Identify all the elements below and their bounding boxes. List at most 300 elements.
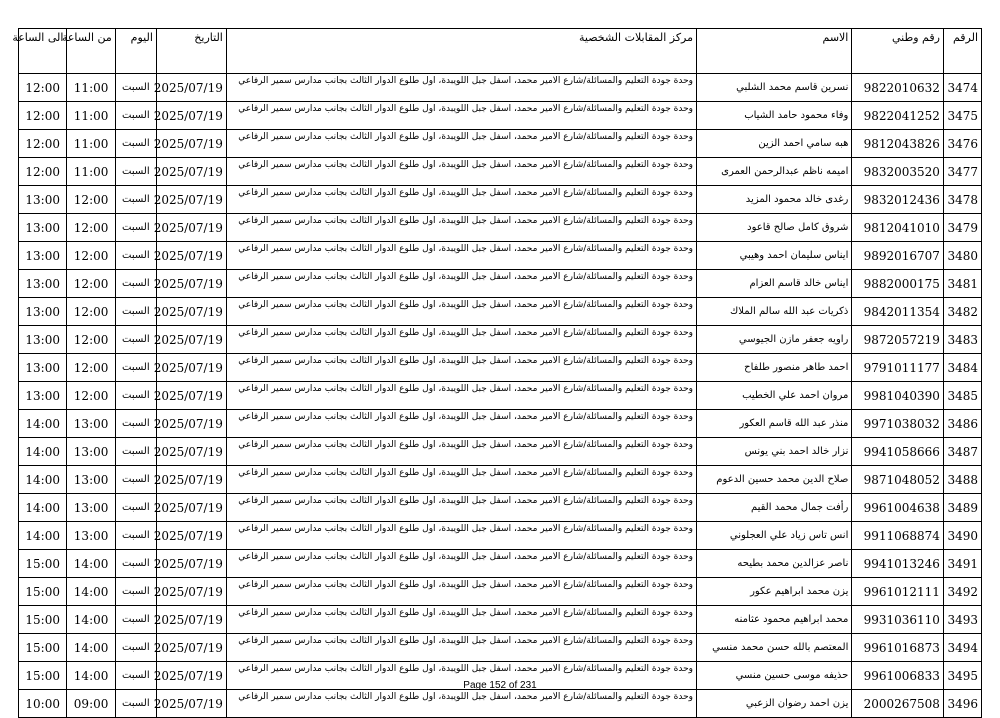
cell-national-id (852, 158, 944, 186)
cell-date (153, 382, 226, 410)
cell-national-id (852, 382, 944, 410)
cell-number (943, 102, 981, 130)
cell-number-text: 3493 (947, 612, 978, 627)
cell-date (153, 298, 226, 326)
cell-national-id-text: 9822010632 (863, 80, 940, 95)
cell-day: السبت (115, 690, 156, 718)
cell-national-id-text: 9931036110 (863, 612, 940, 627)
cell-to-time (19, 550, 67, 578)
cell-date-text: 2025/07/19 (153, 108, 223, 123)
cell-day: السبت (115, 74, 156, 102)
cell-from-time-text: 11:00 (73, 164, 109, 179)
table-row (19, 382, 982, 410)
cell-day: السبت (115, 214, 156, 242)
cell-number (943, 242, 981, 270)
cell-to-time-text: 14:00 (25, 500, 60, 515)
cell-national-id-text: 9822041252 (863, 108, 940, 123)
cell-national-id (852, 522, 944, 550)
cell-number (943, 466, 981, 494)
cell-national-id (852, 186, 944, 214)
cell-from-time-text: 12:00 (73, 388, 109, 403)
cell-date-text: 2025/07/19 (153, 696, 223, 711)
cell-date-text: 2025/07/19 (153, 584, 223, 599)
cell-center: وحدة جودة التعليم والمسائلة/شارع الامير محمد، اسفل جبل اللويبدة، اول طلوع الدوار الثالث بجانب مدارس سمير الرفاعي (226, 662, 696, 690)
cell-day: السبت (115, 578, 156, 606)
header-from-time: من الساعة (67, 29, 115, 74)
cell-number (943, 270, 981, 298)
cell-name: رغدى خالد محمود المزيد (697, 186, 852, 214)
table-row (19, 634, 982, 662)
cell-center: وحدة جودة التعليم والمسائلة/شارع الامير محمد، اسفل جبل اللويبدة، اول طلوع الدوار الثالث بجانب مدارس سمير الرفاعي (226, 298, 696, 326)
cell-from-time (67, 158, 115, 186)
cell-to-time-text: 15:00 (25, 612, 60, 627)
cell-from-time (67, 578, 115, 606)
cell-national-id (852, 466, 944, 494)
cell-number-text: 3483 (947, 332, 978, 347)
cell-number-text: 3481 (947, 276, 978, 291)
cell-center: وحدة جودة التعليم والمسائلة/شارع الامير محمد، اسفل جبل اللويبدة، اول طلوع الدوار الثالث بجانب مدارس سمير الرفاعي (226, 130, 696, 158)
table-row (19, 354, 982, 382)
cell-number-text: 3487 (947, 444, 978, 459)
table-row (19, 690, 982, 718)
cell-date-text: 2025/07/19 (153, 500, 223, 515)
cell-national-id (852, 578, 944, 606)
cell-national-id (852, 102, 944, 130)
cell-name: رأفت جمال محمد القيم (697, 494, 852, 522)
cell-center: وحدة جودة التعليم والمسائلة/شارع الامير محمد، اسفل جبل اللويبدة، اول طلوع الدوار الثالث بجانب مدارس سمير الرفاعي (226, 270, 696, 298)
table-row (19, 74, 982, 102)
cell-date-text: 2025/07/19 (153, 388, 223, 403)
cell-number (943, 438, 981, 466)
cell-number-text: 3475 (947, 108, 978, 123)
cell-national-id (852, 242, 944, 270)
cell-center: وحدة جودة التعليم والمسائلة/شارع الامير محمد، اسفل جبل اللويبدة، اول طلوع الدوار الثالث بجانب مدارس سمير الرفاعي (226, 606, 696, 634)
cell-to-time-text: 14:00 (25, 528, 60, 543)
cell-number (943, 158, 981, 186)
cell-date (153, 634, 226, 662)
cell-from-time-text: 12:00 (73, 248, 109, 263)
cell-number-text: 3484 (947, 360, 978, 375)
cell-day: السبت (115, 606, 156, 634)
cell-date-text: 2025/07/19 (153, 276, 223, 291)
cell-national-id (852, 606, 944, 634)
cell-number-text: 3479 (947, 220, 978, 235)
cell-number-text: 3490 (947, 528, 978, 543)
cell-number-text: 3491 (947, 556, 978, 571)
cell-center: وحدة جودة التعليم والمسائلة/شارع الامير محمد، اسفل جبل اللويبدة، اول طلوع الدوار الثالث بجانب مدارس سمير الرفاعي (226, 102, 696, 130)
cell-center: وحدة جودة التعليم والمسائلة/شارع الامير محمد، اسفل جبل اللويبدة، اول طلوع الدوار الثالث بجانب مدارس سمير الرفاعي (226, 382, 696, 410)
cell-to-time (19, 578, 67, 606)
cell-from-time (67, 326, 115, 354)
cell-date (153, 690, 226, 718)
cell-date (153, 410, 226, 438)
cell-date (153, 466, 226, 494)
cell-national-id (852, 634, 944, 662)
cell-name: انس تاس زياد علي العجلوني (697, 522, 852, 550)
cell-national-id (852, 354, 944, 382)
cell-to-time (19, 410, 67, 438)
cell-to-time (19, 130, 67, 158)
cell-from-time-text: 11:00 (73, 108, 109, 123)
cell-from-time-text: 11:00 (73, 136, 109, 151)
cell-center: وحدة جودة التعليم والمسائلة/شارع الامير محمد، اسفل جبل اللويبدة، اول طلوع الدوار الثالث بجانب مدارس سمير الرفاعي (226, 438, 696, 466)
cell-number-text: 3486 (947, 416, 978, 431)
header-date: التاريخ (156, 29, 226, 74)
cell-from-time (67, 410, 115, 438)
cell-national-id (852, 494, 944, 522)
cell-date-text: 2025/07/19 (153, 80, 223, 95)
header-to-time: الى الساعة (19, 29, 67, 74)
cell-center: وحدة جودة التعليم والمسائلة/شارع الامير محمد، اسفل جبل اللويبدة، اول طلوع الدوار الثالث بجانب مدارس سمير الرفاعي (226, 522, 696, 550)
cell-center: وحدة جودة التعليم والمسائلة/شارع الامير محمد، اسفل جبل اللويبدة، اول طلوع الدوار الثالث بجانب مدارس سمير الرفاعي (226, 354, 696, 382)
cell-day: السبت (115, 158, 156, 186)
cell-to-time (19, 522, 67, 550)
cell-center: وحدة جودة التعليم والمسائلة/شارع الامير محمد، اسفل جبل اللويبدة، اول طلوع الدوار الثالث بجانب مدارس سمير الرفاعي (226, 578, 696, 606)
table-row (19, 130, 982, 158)
cell-national-id-text: 9872057219 (863, 332, 940, 347)
cell-date-text: 2025/07/19 (153, 556, 223, 571)
table-row (19, 102, 982, 130)
table-row (19, 494, 982, 522)
table-row (19, 438, 982, 466)
cell-national-id (852, 298, 944, 326)
cell-name: يزن احمد رضوان الزعبي (697, 690, 852, 718)
table-row (19, 606, 982, 634)
cell-to-time (19, 298, 67, 326)
cell-national-id-text: 9941058666 (863, 444, 940, 459)
cell-name: المعتصم بالله حسن محمد منسي (697, 634, 852, 662)
cell-center: وحدة جودة التعليم والمسائلة/شارع الامير محمد، اسفل جبل اللويبدة، اول طلوع الدوار الثالث بجانب مدارس سمير الرفاعي (226, 74, 696, 102)
cell-to-time-text: 15:00 (25, 556, 60, 571)
cell-date-text: 2025/07/19 (153, 612, 223, 627)
cell-to-time-text: 15:00 (25, 640, 60, 655)
cell-center: وحدة جودة التعليم والمسائلة/شارع الامير محمد، اسفل جبل اللويبدة، اول طلوع الدوار الثالث بجانب مدارس سمير الرفاعي (226, 634, 696, 662)
cell-date (153, 74, 226, 102)
cell-national-id-text: 9961004638 (863, 500, 940, 515)
cell-center: وحدة جودة التعليم والمسائلة/شارع الامير محمد، اسفل جبل اللويبدة، اول طلوع الدوار الثالث بجانب مدارس سمير الرفاعي (226, 410, 696, 438)
table-row (19, 578, 982, 606)
cell-from-time-text: 13:00 (73, 500, 109, 515)
cell-name: مروان احمد علي الخطيب (697, 382, 852, 410)
table-row (19, 158, 982, 186)
cell-national-id (852, 130, 944, 158)
cell-day: السبت (115, 410, 156, 438)
cell-from-time (67, 74, 115, 102)
cell-date (153, 130, 226, 158)
cell-from-time-text: 13:00 (73, 528, 109, 543)
cell-national-id-text: 9961012111 (863, 584, 940, 599)
cell-to-time-text: 14:00 (25, 416, 60, 431)
cell-from-time (67, 466, 115, 494)
cell-to-time-text: 10:00 (25, 696, 60, 711)
table-row (19, 410, 982, 438)
cell-to-time (19, 438, 67, 466)
cell-to-time-text: 15:00 (25, 668, 60, 683)
cell-date (153, 270, 226, 298)
cell-number (943, 494, 981, 522)
cell-date-text: 2025/07/19 (153, 668, 223, 683)
cell-national-id-text: 9832003520 (863, 164, 940, 179)
cell-name: هبه سامي احمد الزين (697, 130, 852, 158)
table-row (19, 550, 982, 578)
cell-from-time-text: 13:00 (73, 444, 109, 459)
table-body (19, 74, 982, 718)
cell-number (943, 690, 981, 718)
cell-name: اميمه ناظم عبدالرحمن العمرى (697, 158, 852, 186)
cell-from-time (67, 634, 115, 662)
cell-center: وحدة جودة التعليم والمسائلة/شارع الامير محمد، اسفل جبل اللويبدة، اول طلوع الدوار الثالث بجانب مدارس سمير الرفاعي (226, 214, 696, 242)
table-row (19, 298, 982, 326)
cell-from-time (67, 298, 115, 326)
cell-date-text: 2025/07/19 (153, 248, 223, 263)
cell-to-time-text: 12:00 (25, 136, 60, 151)
cell-to-time (19, 354, 67, 382)
cell-number (943, 410, 981, 438)
cell-date-text: 2025/07/19 (153, 444, 223, 459)
cell-national-id-text: 9941013246 (863, 556, 940, 571)
cell-date-text: 2025/07/19 (153, 304, 223, 319)
cell-date-text: 2025/07/19 (153, 472, 223, 487)
cell-date-text: 2025/07/19 (153, 192, 223, 207)
cell-national-id-text: 9911068874 (863, 528, 940, 543)
cell-from-time-text: 12:00 (73, 360, 109, 375)
table-row (19, 186, 982, 214)
cell-national-id (852, 270, 944, 298)
cell-center: وحدة جودة التعليم والمسائلة/شارع الامير محمد، اسفل جبل اللويبدة، اول طلوع الدوار الثالث بجانب مدارس سمير الرفاعي (226, 326, 696, 354)
cell-to-time (19, 102, 67, 130)
cell-name: احمد طاهر منصور طلفاح (697, 354, 852, 382)
cell-to-time (19, 242, 67, 270)
cell-date (153, 158, 226, 186)
cell-from-time-text: 14:00 (73, 556, 109, 571)
cell-name: ذكريات عبد الله سالم الملاك (697, 298, 852, 326)
cell-number (943, 606, 981, 634)
cell-to-time-text: 13:00 (25, 304, 60, 319)
cell-number-text: 3488 (947, 472, 978, 487)
table-row (19, 242, 982, 270)
cell-day: السبت (115, 326, 156, 354)
cell-number (943, 382, 981, 410)
cell-date (153, 578, 226, 606)
cell-national-id-text: 9961006833 (863, 668, 940, 683)
cell-to-time-text: 12:00 (25, 80, 60, 95)
cell-national-id-text: 9892016707 (863, 248, 940, 263)
page-number: Page 152 of 231 (463, 680, 537, 691)
cell-from-time-text: 11:00 (73, 80, 109, 95)
cell-name: ناصر عزالدين محمد بطيحه (697, 550, 852, 578)
cell-date-text: 2025/07/19 (153, 416, 223, 431)
cell-from-time-text: 12:00 (73, 220, 109, 235)
cell-center: وحدة جودة التعليم والمسائلة/شارع الامير محمد، اسفل جبل اللويبدة، اول طلوع الدوار الثالث بجانب مدارس سمير الرفاعي (226, 690, 696, 718)
header-name: الاسم (697, 29, 852, 74)
cell-national-id (852, 690, 944, 718)
cell-from-time-text: 14:00 (73, 584, 109, 599)
header-national-id: رقم وطني (852, 29, 944, 74)
cell-name: ايناس خالد قاسم العزام (697, 270, 852, 298)
cell-to-time (19, 466, 67, 494)
cell-from-time (67, 606, 115, 634)
cell-national-id (852, 438, 944, 466)
cell-national-id-text: 9871048052 (863, 472, 940, 487)
cell-number (943, 326, 981, 354)
cell-date (153, 214, 226, 242)
cell-from-time-text: 13:00 (73, 416, 109, 431)
cell-number (943, 214, 981, 242)
cell-to-time-text: 13:00 (25, 192, 60, 207)
cell-to-time-text: 12:00 (25, 164, 60, 179)
cell-from-time-text: 12:00 (73, 192, 109, 207)
cell-number-text: 3476 (947, 136, 978, 151)
cell-day: السبت (115, 130, 156, 158)
cell-to-time (19, 74, 67, 102)
cell-date (153, 438, 226, 466)
cell-name: منذر عبد الله قاسم العكور (697, 410, 852, 438)
table-header-row (19, 29, 982, 74)
table-row (19, 326, 982, 354)
cell-to-time (19, 634, 67, 662)
cell-number (943, 74, 981, 102)
cell-date-text: 2025/07/19 (153, 332, 223, 347)
cell-date-text: 2025/07/19 (153, 528, 223, 543)
cell-name: نسرين قاسم محمد الشلبي (697, 74, 852, 102)
cell-from-time (67, 494, 115, 522)
header-day: اليوم (115, 29, 156, 74)
cell-from-time (67, 130, 115, 158)
cell-day: السبت (115, 102, 156, 130)
cell-from-time (67, 242, 115, 270)
cell-national-id-text: 9971038032 (863, 416, 940, 431)
cell-national-id (852, 74, 944, 102)
cell-from-time (67, 690, 115, 718)
cell-from-time (67, 354, 115, 382)
cell-name: صلاح الدين محمد حسين الدعوم (697, 466, 852, 494)
cell-to-time-text: 13:00 (25, 248, 60, 263)
cell-date (153, 354, 226, 382)
cell-date (153, 606, 226, 634)
cell-from-time (67, 214, 115, 242)
cell-number (943, 522, 981, 550)
table-row (19, 466, 982, 494)
cell-date-text: 2025/07/19 (153, 360, 223, 375)
cell-name: حذيفه موسى حسين منسي (697, 662, 852, 690)
cell-center: وحدة جودة التعليم والمسائلة/شارع الامير محمد، اسفل جبل اللويبدة، اول طلوع الدوار الثالث بجانب مدارس سمير الرفاعي (226, 494, 696, 522)
cell-to-time (19, 690, 67, 718)
cell-number (943, 186, 981, 214)
cell-number-text: 3492 (947, 584, 978, 599)
cell-date-text: 2025/07/19 (153, 136, 223, 151)
cell-day: السبت (115, 662, 156, 690)
cell-date (153, 102, 226, 130)
cell-day: السبت (115, 466, 156, 494)
cell-to-time-text: 15:00 (25, 584, 60, 599)
cell-name: نزار خالد احمد بني يونس (697, 438, 852, 466)
cell-name: راويه جعفر مازن الجيوسي (697, 326, 852, 354)
cell-national-id (852, 214, 944, 242)
cell-to-time (19, 382, 67, 410)
cell-to-time (19, 326, 67, 354)
cell-name: محمد ابراهيم محمود عثامنه (697, 606, 852, 634)
cell-center: وحدة جودة التعليم والمسائلة/شارع الامير محمد، اسفل جبل اللويبدة، اول طلوع الدوار الثالث بجانب مدارس سمير الرفاعي (226, 550, 696, 578)
cell-day: السبت (115, 354, 156, 382)
cell-to-time (19, 494, 67, 522)
cell-to-time-text: 13:00 (25, 220, 60, 235)
cell-to-time-text: 13:00 (25, 276, 60, 291)
cell-day: السبت (115, 522, 156, 550)
cell-number-text: 3496 (947, 696, 978, 711)
header-center: مركز المقابلات الشخصية (226, 29, 696, 74)
cell-to-time-text: 13:00 (25, 388, 60, 403)
cell-from-time-text: 12:00 (73, 304, 109, 319)
cell-from-time (67, 382, 115, 410)
cell-national-id-text: 9981040390 (863, 388, 940, 403)
cell-from-time (67, 438, 115, 466)
cell-from-time-text: 14:00 (73, 612, 109, 627)
cell-day: السبت (115, 634, 156, 662)
cell-number-text: 3489 (947, 500, 978, 515)
cell-day: السبت (115, 494, 156, 522)
table-row (19, 270, 982, 298)
cell-from-time (67, 186, 115, 214)
cell-from-time (67, 102, 115, 130)
cell-date-text: 2025/07/19 (153, 164, 223, 179)
cell-date (153, 186, 226, 214)
cell-national-id-text: 9961016873 (863, 640, 940, 655)
cell-to-time (19, 270, 67, 298)
cell-name: ايناس سليمان احمد وهيبي (697, 242, 852, 270)
cell-number (943, 578, 981, 606)
cell-to-time (19, 606, 67, 634)
cell-national-id-text: 9812041010 (863, 220, 940, 235)
cell-from-time-text: 14:00 (73, 640, 109, 655)
cell-national-id-text: 9791011177 (863, 360, 940, 375)
cell-name: وفاء محمود حامد الشياب (697, 102, 852, 130)
cell-number-text: 3495 (947, 668, 978, 683)
cell-number (943, 354, 981, 382)
cell-center: وحدة جودة التعليم والمسائلة/شارع الامير محمد، اسفل جبل اللويبدة، اول طلوع الدوار الثالث بجانب مدارس سمير الرفاعي (226, 242, 696, 270)
cell-number (943, 130, 981, 158)
cell-national-id-text: 9832012436 (863, 192, 940, 207)
cell-to-time (19, 186, 67, 214)
cell-to-time (19, 214, 67, 242)
cell-from-time-text: 13:00 (73, 472, 109, 487)
cell-national-id-text: 9882000175 (863, 276, 940, 291)
cell-center: وحدة جودة التعليم والمسائلة/شارع الامير محمد، اسفل جبل اللويبدة، اول طلوع الدوار الثالث بجانب مدارس سمير الرفاعي (226, 186, 696, 214)
cell-number (943, 634, 981, 662)
cell-from-time (67, 550, 115, 578)
cell-national-id-text: 2000267508 (863, 696, 940, 711)
interview-schedule-table (12, 28, 982, 718)
cell-name: شروق كامل صالح قاعود (697, 214, 852, 242)
cell-day: السبت (115, 270, 156, 298)
cell-date (153, 326, 226, 354)
table-row (19, 214, 982, 242)
cell-national-id (852, 550, 944, 578)
cell-number-text: 3485 (947, 388, 978, 403)
cell-date (153, 522, 226, 550)
cell-day: السبت (115, 438, 156, 466)
cell-date-text: 2025/07/19 (153, 220, 223, 235)
cell-number-text: 3474 (947, 80, 978, 95)
cell-day: السبت (115, 242, 156, 270)
cell-national-id (852, 326, 944, 354)
cell-date (153, 550, 226, 578)
cell-to-time-text: 13:00 (25, 332, 60, 347)
cell-day: السبت (115, 382, 156, 410)
cell-day: السبت (115, 550, 156, 578)
cell-number-text: 3477 (947, 164, 978, 179)
cell-to-time-text: 13:00 (25, 360, 60, 375)
cell-to-time (19, 158, 67, 186)
